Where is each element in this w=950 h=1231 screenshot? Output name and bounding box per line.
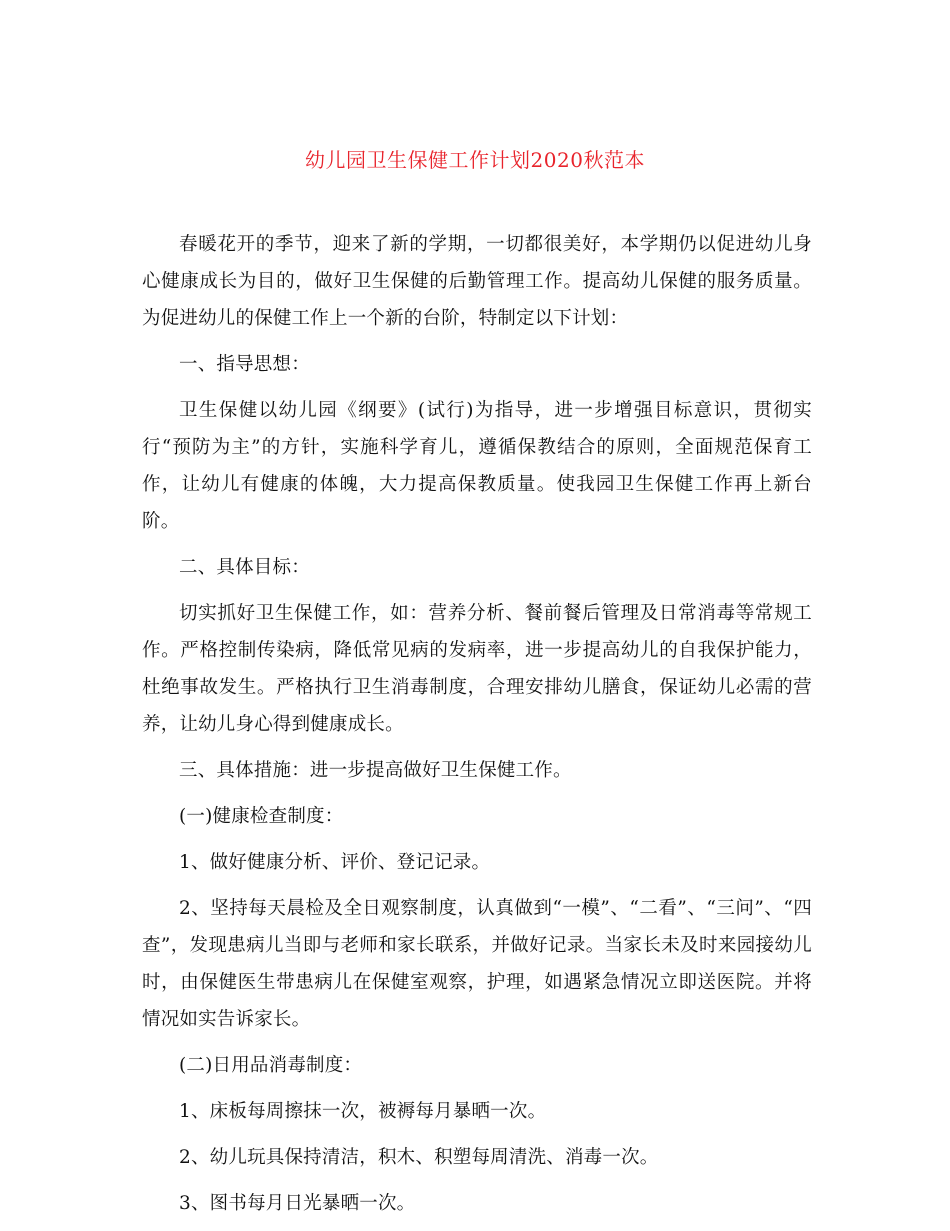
paragraph-intro: 春暖花开的季节，迎来了新的学期，一切都很美好，本学期仍以促进幼儿身心健康成长为目的，做好卫生保健的后勤管理工作。提高幼儿保健的服务质量。为促进幼儿的保健工作上一个新的台阶，特制定以下计划： [142,234,812,329]
paragraph-specific-goals: 切实抓好卫生保健工作，如：营养分析、餐前餐后管理及日常消毒等常规工作。严格控制传染病，降低常见病的发病率，进一步提高幼儿的自我保护能力，杜绝事故发生。严格执行卫生消毒制度，合理安排幼儿膳食，保证幼儿必需的营养，让幼儿身心得到健康成长。 [142,603,812,735]
subheading-health-check: (一)健康检查制度： [179,806,344,827]
document-title: 幼儿园卫生保健工作计划2020秋范本 [305,148,645,172]
document-body [142,226,812,1231]
list-item-disinfection-1: 1、床板每周擦抹一次，被褥每月暴晒一次。 [179,1101,547,1122]
list-item-disinfection-3: 3、图书每月日光暴晒一次。 [179,1193,416,1214]
paragraph-guiding-ideology: 卫生保健以幼儿园《纲要》(试行)为指导，进一步增强目标意识，贯彻实行“预防为主”的方针，实施科学育儿，遵循保教结合的原则，全面规范保育工作，让幼儿有健康的体魄，大力提高保教质量。使我园卫生保健工作再上新台阶。 [142,400,812,532]
heading-guiding-ideology: 一、指导思想： [179,354,310,375]
list-item-disinfection-2: 2、幼儿玩具保持清洁，积木、积塑每周清洗、消毒一次。 [179,1147,659,1168]
heading-specific-measures: 三、具体措施：进一步提高做好卫生保健工作。 [179,760,572,781]
list-item-health-check-2: 2、坚持每天晨检及全日观察制度，认真做到“一模”、“二看”、“三问”、“四查”，发现患病儿当即与老师和家长联系，并做好记录。当家长未及时来园接幼儿时，由保健医生带患病儿在保健室观察，护理，如遇紧急情况立即送医院。并将情况如实告诉家长。 [142,898,812,1030]
heading-specific-goals: 二、具体目标： [179,557,310,578]
list-item-health-check-1: 1、做好健康分析、评价、登记记录。 [179,852,491,873]
subheading-daily-disinfection: (二)日用品消毒制度： [179,1055,363,1076]
